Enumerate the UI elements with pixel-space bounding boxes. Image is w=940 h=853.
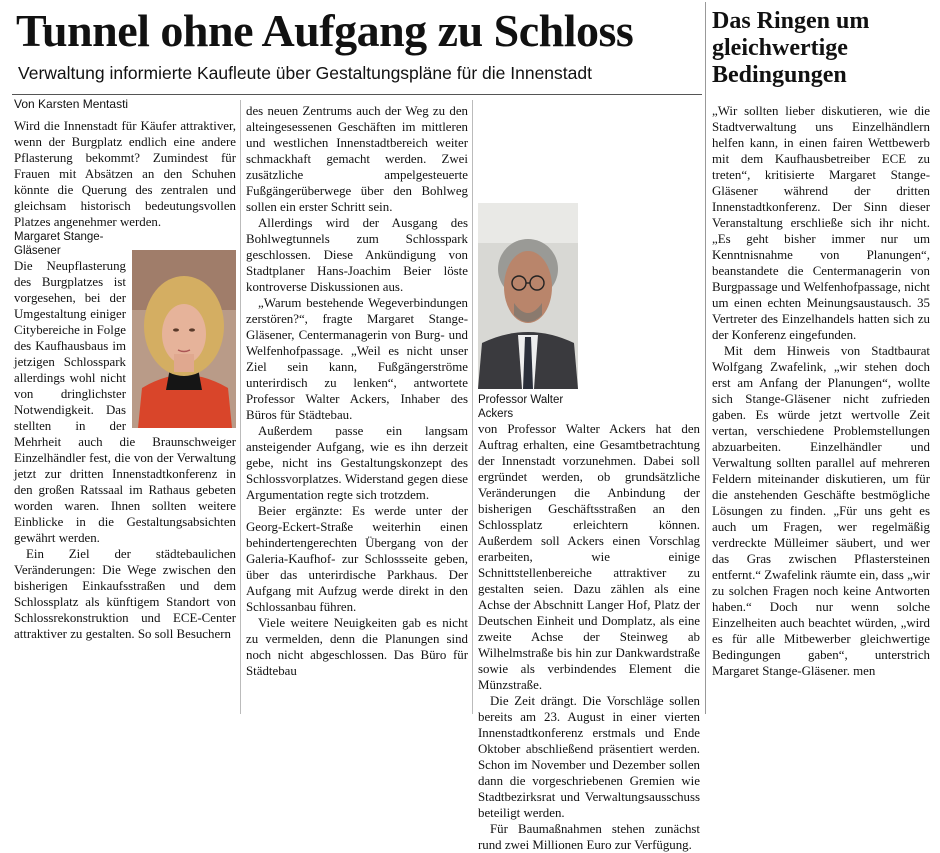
headline-divider [12,94,702,95]
paragraph: des neuen Zentrums auch der Weg zu den alteingesessenen Geschäften im mittleren und westlichen Innenstadtbereich weiter schmackhaft gemacht werden. Zwei zusätzliche ampelgesteuerte Fußgängerüberwege über den Bohlweg sollen ein erster Schritt sein. [246,104,468,214]
article-subhead: Verwaltung informierte Kaufleute über Gestaltungspläne für die Innenstadt [18,63,592,83]
photo-walter-ackers [478,203,578,389]
paragraph: Mit dem Hinweis von Stadtbaurat Wolfgang Zwafelink, „wir stehen doch erst am Anfang der Planungen“, wollte sich Stange-Gläsener nicht zufrieden gaben. Es würde jetzt wertvolle Zeit vertan, verschiedene Problemstellungen abzuarbeiten. Einzelhändler und Verwaltung sollten parallel auf mehreren Feldern miteinander diskutieren, um für die anstehenden Geschäfte bestmögliche Lösungen zu finden. „Für uns geht es auch um Fragen, wer regelmäßig verdreckte Mülleimer säubert, und wer das Gras zwischen Pflastersteinen entfernt.“ Zwafelink räumte ein, dass „wir zu solchen Fragen noch keine Antworten haben.“ Doch nur wenn solche Einzelheiten auch beachtet würden, „wird es für alle Mitbewerber gleichwertige Bedingungen gaben“, unterstrich Margaret Stange-Gläsener. men [712,344,930,678]
paragraph: Ein Ziel der städtebaulichen Veränderungen: Die Wege zwischen den bisherigen Einkaufsstraßen und dem Schlossplatz als künftigem Standort von Schlossrekonstruktion und ECE-Center attraktiver zu gestalten. So soll Besuchern [14,547,236,641]
article-headline: Tunnel ohne Aufgang zu Schloss [16,5,634,56]
photo-caption: Professor Walter Ackers [478,394,564,420]
paragraph: Die Zeit drängt. Die Vorschläge sollen bereits am 23. August in einer vierten Innenstadtkonferenz erstmals und Ende Oktober abschließend präsentiert werden. Schon im November und Dezember sollen dann die vorgeschriebenen Gremien wie Stadtbezirksrat und Verwaltungsausschuss beteiligt werden. [478,694,700,820]
sidebar-divider [705,2,706,714]
portrait-woman-image [132,250,236,428]
sidebar-column [712,103,930,715]
column-divider [240,100,241,714]
paragraph-text: von Professor Walter Ackers hat den Auftrag erhalten, eine Gesamtbetrachtung der Innenstadt vorzunehmen. Dabei soll ergründet werden, ob grundsätzliche Veränderungen die Anbindung der bisherigen Geschäftsstraßen an den Schlossplatz erleichtern können. Außerdem soll Ackers einen Vorschlag erarbeiten, wie einige Schnittstellenbereiche attraktiver zu gestalten seien. Dazu zählen als eine Achse der Abschnitt Langer Hof, Platz der Deutschen Einheit und Domplatz, als eine zweite Achse der Steinweg ab Wilhelmstraße bis hin zur Dankwardstraße sowie als verbindendes Element die Münzstraße. [478,422,700,692]
paragraph: Beier ergänzte: Es werde unter der Georg-Eckert-Straße weiterhin einen behindertengerechten Übergang von der Galeria-Kaufhof- zur Schlossseite geben, über das unterirdische Parkhaus. Der Aufgang mit Aufzug werde direkt in den Schlossanbau führen. [246,504,468,614]
paragraph: Außerdem passe ein langsam ansteigender Aufgang, wie es ihn derzeit gebe, nicht ins Gestaltungskonzept des Schlossvorplatzes. Widerstand gegen diese Argumentation regte sich trotzdem. [246,424,468,502]
article-column-1 [14,118,236,716]
photo-stange-glaesener [132,250,236,428]
column-divider [472,100,473,714]
paragraph: Wird die Innenstadt für Käufer attraktiver, wenn der Burgplatz endlich eine andere Pflasterung bekommt? Zumindest für Frauen mit Absätzen an den Schuhen könnte die Querung des zentralen und gleichsam historisch bedeutungsvollen Platzes angenehmer werden. [14,119,236,229]
photo-caption: Margaret Stange-Gläsener [14,231,104,257]
paragraph: Für Baumaßnahmen stehen zunächst rund zwei Millionen Euro zur Verfügung. [478,822,700,852]
paragraph: „Wir sollten lieber diskutieren, wie die Stadtverwaltung uns Einzelhändlern helfen kann, in einen fairen Wettbewerb mit dem Kaufhausbetreiber ECE zu treten“, kritisierte Margaret Stange-Gläsener während der dritten Innenstadtkonferenz. Der Sinn dieser Veranstaltung erschließe sich ihr nicht. „Es geht bisher immer nur um Kenntnisnahme von Planungen“, beanstandete die Centermanagerin von Burgpassage und Welfenhofpassage, nicht um einen echten Meinungsaustausch. 35 Vertreter des Einzelhandels hatten sich zu der Konferenz eingefunden. [712,104,930,342]
paragraph: Viele weitere Neuigkeiten gab es nicht zu vermelden, denn die Planungen sind noch nicht abgeschlossen. Das Büro für Städtebau [246,616,468,678]
article-column-2 [246,103,468,715]
paragraph: „Warum bestehende Wegeverbindungen zerstören?“, fragte Margaret Stange-Gläsener, Centermanagerin von Burg- und Welfenhofpassage. „Weil es nicht unser Ziel sein kann, Fußgängerströme unterirdisch zu lenken“, antwortete Professor Walter Ackers, Inhaber des Büros für Städtebau. [246,296,468,422]
sidebar-headline: Das Ringen um gleichwertige Bedingungen [712,8,870,88]
paragraph: Allerdings wird der Ausgang des Bohlwegtunnels zum Schlosspark geschlossen. Diese Ankündigung von Stadtplaner Hans-Joachim Beier löste kontroverse Diskussionen aus. [246,216,468,294]
portrait-man-image [478,203,578,389]
byline: Von Karsten Mentasti [14,97,129,111]
paragraph-text: Die Neupflasterung des Burgplatzes ist vorgesehen, bei der Umgestaltung einiger Citybereiche in Folge des Kaufhausbaus im jetzigen Schlosspark allerdings wohl nicht von dringlichster Notwendigkeit. Das stellten in der Mehrheit auch die Braunschweiger Einzelhändler fest, die von der Verwaltung jetzt zur dritten Innenstadtkonferenz in den großen Ratssaal im Rathaus gebeten worden waren. Ihnen sollten weitere Einblicke in die Gestaltungsabsichten gewährt werden. [14,259,236,545]
article-column-3 [478,103,700,852]
